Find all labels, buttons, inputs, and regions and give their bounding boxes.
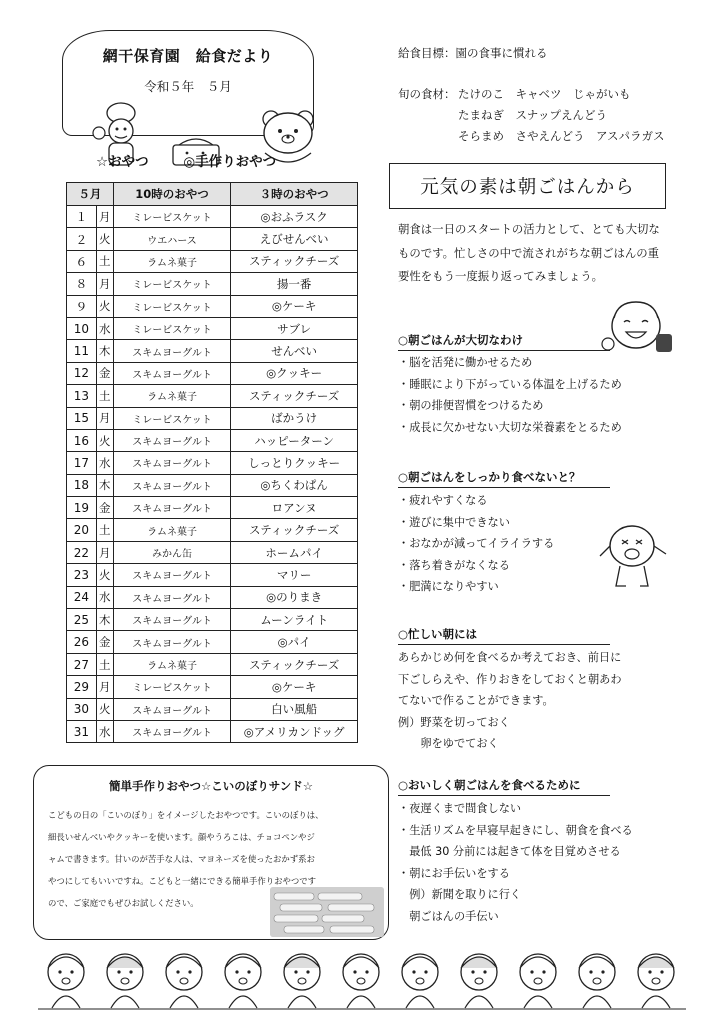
- cell-afternoon-snack: スティックチーズ: [231, 385, 358, 407]
- cell-morning-snack: スキムヨーグルト: [113, 429, 231, 451]
- section-title-skip: ○朝ごはんをしっかり食べないと？: [398, 469, 610, 488]
- cell-weekday: 土: [96, 653, 113, 675]
- cell-morning-snack: ラムネ菓子: [113, 653, 231, 675]
- text-line: 卵をゆでておく: [398, 737, 499, 750]
- list-item: ・脳を活発に働かせるため: [398, 356, 533, 369]
- cell-afternoon-snack: ◎クッキー: [231, 362, 358, 384]
- cell-day: ８: [67, 273, 97, 295]
- cell-afternoon-snack: ◎のりまき: [231, 586, 358, 608]
- list-item: ・疲れやすくなる: [398, 494, 488, 507]
- cell-afternoon-snack: えびせんべい: [231, 228, 358, 250]
- cell-afternoon-snack: ばかうけ: [231, 407, 358, 429]
- cell-day: 11: [67, 340, 97, 362]
- child-face-icon: [579, 954, 615, 1008]
- child-face-icon: [402, 954, 438, 1008]
- cell-morning-snack: ミレービスケット: [113, 273, 231, 295]
- legend-snack: ☆おやつ: [96, 154, 149, 170]
- cell-day: 18: [67, 474, 97, 496]
- list-item: ・遊びに集中できない: [398, 515, 510, 529]
- cell-morning-snack: ラムネ菓子: [113, 385, 231, 407]
- child-eating-illustration: [598, 294, 678, 360]
- cell-day: 31: [67, 720, 97, 742]
- table-row: [67, 273, 358, 295]
- table-row: [67, 586, 358, 608]
- cell-weekday: 月: [96, 206, 113, 228]
- table-row: [67, 429, 358, 451]
- table-row: [67, 474, 358, 496]
- season-line: たまねぎ スナップえんどう: [458, 108, 608, 122]
- header-month: ５月: [67, 183, 114, 206]
- text-line: 朝ごはんの手伝い: [398, 909, 499, 923]
- cell-afternoon-snack: しっとりクッキー: [231, 452, 358, 474]
- list-item: ・おなかが減ってイライラする: [398, 537, 555, 550]
- section-title-busy: ○忙しい朝には: [398, 626, 610, 645]
- cell-day: 25: [67, 609, 97, 631]
- recipe-line: ャムで書きます。甘いのが苦手な人は、マヨネーズを使ったおかず系お: [48, 854, 315, 864]
- text-line: ・朝にお手伝いをする: [398, 866, 510, 880]
- cell-morning-snack: ミレービスケット: [113, 676, 231, 698]
- cell-day: ９: [67, 295, 97, 317]
- header-afternoon-snack: ３時のおやつ: [231, 183, 358, 206]
- table-header-row: [67, 183, 358, 206]
- cell-weekday: 金: [96, 497, 113, 519]
- cell-morning-snack: スキムヨーグルト: [113, 340, 231, 362]
- recipe-box: [33, 765, 389, 940]
- recipe-line: 細長いせんべいやクッキーを使います。顔やうろこは、チョコペンやジ: [48, 832, 315, 842]
- table-row: [67, 385, 358, 407]
- cell-afternoon-snack: ◎パイ: [231, 631, 358, 653]
- table-row: [67, 653, 358, 675]
- cell-morning-snack: スキムヨーグルト: [113, 474, 231, 496]
- list-item: ・睡眠により下がっている体温を上げるため: [398, 377, 622, 391]
- table-row: [67, 519, 358, 541]
- cell-afternoon-snack: ◎ケーキ: [231, 676, 358, 698]
- recipe-line: やつにしてもいいですね。こどもと一緒にできる簡単手作りおやつです: [48, 876, 316, 886]
- cell-afternoon-snack: マリー: [231, 564, 358, 586]
- cell-afternoon-snack: ◎アメリカンドッグ: [231, 720, 358, 742]
- cell-day: 15: [67, 407, 97, 429]
- cell-weekday: 木: [96, 474, 113, 496]
- cell-day: 19: [67, 497, 97, 519]
- text-line: 例）野菜を切っておく: [398, 715, 510, 729]
- table-row: [67, 497, 358, 519]
- text-line: ・夜遅くまで間食しない: [398, 802, 522, 815]
- child-face-icon: [48, 954, 84, 1008]
- cell-afternoon-snack: スティックチーズ: [231, 653, 358, 675]
- list-item: ・肥満になりやすい: [398, 580, 499, 593]
- cell-morning-snack: ミレービスケット: [113, 407, 231, 429]
- list-item: ・朝の排便習慣をつけるため: [398, 399, 544, 412]
- cell-weekday: 土: [96, 519, 113, 541]
- cell-day: 20: [67, 519, 97, 541]
- season-line: そらまめ さやえんどう アスパラガス: [458, 129, 665, 143]
- child-face-icon: [284, 954, 320, 1008]
- cell-weekday: 火: [96, 295, 113, 317]
- cell-day: 29: [67, 676, 97, 698]
- section-title-reasons: ○朝ごはんが大切なわけ: [398, 332, 610, 351]
- text-line: てないで作ることができます。: [398, 694, 554, 707]
- cell-weekday: 木: [96, 340, 113, 362]
- cell-day: 24: [67, 586, 97, 608]
- child-face-icon: [638, 954, 674, 1008]
- table-row: [67, 317, 358, 339]
- cell-morning-snack: スキムヨーグルト: [113, 631, 231, 653]
- table-row: [67, 407, 358, 429]
- text-line: 最低 30 分前には起きて体を目覚めさせる: [398, 845, 621, 858]
- cell-afternoon-snack: ロアンヌ: [231, 497, 358, 519]
- cell-afternoon-snack: 白い風船: [231, 698, 358, 720]
- recipe-title: 簡単手作りおやつ☆こいのぼりサンド☆: [108, 779, 314, 793]
- child-face-icon: [166, 954, 202, 1008]
- cell-day: 23: [67, 564, 97, 586]
- cell-day: １: [67, 206, 97, 228]
- section-text-tips: [398, 798, 633, 927]
- child-face-icon: [520, 954, 556, 1008]
- newsletter-title-box: [62, 30, 314, 136]
- table-row: [67, 362, 358, 384]
- table-row: [67, 609, 358, 631]
- cell-morning-snack: ラムネ菓子: [113, 519, 231, 541]
- child-face-icon: [225, 954, 261, 1008]
- cell-afternoon-snack: スティックチーズ: [231, 250, 358, 272]
- cell-morning-snack: スキムヨーグルト: [113, 452, 231, 474]
- cell-weekday: 水: [96, 720, 113, 742]
- cell-morning-snack: ミレービスケット: [113, 295, 231, 317]
- cell-afternoon-snack: せんべい: [231, 340, 358, 362]
- cell-afternoon-snack: ◎ちくわぱん: [231, 474, 358, 496]
- cell-weekday: 月: [96, 541, 113, 563]
- legend-homemade: ◎手作りおやつ: [183, 154, 277, 170]
- cell-day: 22: [67, 541, 97, 563]
- cell-morning-snack: スキムヨーグルト: [113, 720, 231, 742]
- snack-schedule-table: [66, 182, 358, 743]
- cell-day: 30: [67, 698, 97, 720]
- cell-afternoon-snack: ホームパイ: [231, 541, 358, 563]
- table-row: [67, 250, 358, 272]
- section-list-reasons: [398, 352, 622, 438]
- cell-morning-snack: スキムヨーグルト: [113, 362, 231, 384]
- cell-day: ６: [67, 250, 97, 272]
- table-row: [67, 228, 358, 250]
- table-row: [67, 206, 358, 228]
- cell-day: 27: [67, 653, 97, 675]
- text-line: 例）新聞を取りに行く: [398, 888, 522, 901]
- cell-day: 17: [67, 452, 97, 474]
- cell-morning-snack: みかん缶: [113, 541, 231, 563]
- section-list-skip: [398, 490, 554, 598]
- season-line: たけのこ キャベツ じゃがいも: [458, 87, 631, 101]
- crying-child-illustration: [596, 516, 674, 592]
- cell-afternoon-snack: ◎ケーキ: [231, 295, 358, 317]
- cell-morning-snack: スキムヨーグルト: [113, 698, 231, 720]
- table-row: [67, 720, 358, 742]
- recipe-line: こどもの日の「こいのぼり」をイメージしたおやつです。こいのぼりは、: [48, 810, 324, 820]
- cell-weekday: 火: [96, 698, 113, 720]
- cell-day: 13: [67, 385, 97, 407]
- snack-legend: [96, 150, 306, 170]
- cell-morning-snack: スキムヨーグルト: [113, 564, 231, 586]
- article-intro: 朝食は一日のスタートの活力として、とても大切なものです。忙しさの中で流されがちな朝ごはんの重要性をもう一度振り返ってみましょう。: [398, 222, 660, 283]
- table-row: [67, 564, 358, 586]
- section-title-tips: ○おいしく朝ごはんを食べるために: [398, 777, 610, 796]
- cell-afternoon-snack: ハッピーターン: [231, 429, 358, 451]
- cell-afternoon-snack: サブレ: [231, 317, 358, 339]
- season-label: 旬の食材：: [398, 87, 456, 101]
- article-headline: 元気の素は朝ごはんから: [389, 163, 666, 209]
- newsletter-title: 網干保育園 給食だより: [102, 47, 274, 65]
- cell-weekday: 火: [96, 564, 113, 586]
- list-item: ・成長に欠かせない大切な栄養素をとるため: [398, 420, 622, 434]
- cell-afternoon-snack: 揚一番: [231, 273, 358, 295]
- children-eating-border-illustration: [38, 948, 686, 1010]
- child-face-icon: [461, 954, 497, 1008]
- cell-afternoon-snack: ムーンライト: [231, 609, 358, 631]
- section-text-busy: [398, 647, 622, 755]
- cell-morning-snack: ミレービスケット: [113, 317, 231, 339]
- child-face-icon: [107, 954, 143, 1008]
- text-line: ・生活リズムを早寝早起きにし、朝食を食べる: [398, 823, 633, 837]
- cell-weekday: 木: [96, 609, 113, 631]
- cell-afternoon-snack: スティックチーズ: [231, 519, 358, 541]
- child-face-icon: [343, 954, 379, 1008]
- header-morning-snack: 10時のおやつ: [113, 183, 231, 206]
- cell-weekday: 水: [96, 586, 113, 608]
- cell-day: 10: [67, 317, 97, 339]
- table-row: [67, 340, 358, 362]
- recipe-line: ので、ご家庭でもぜひお試しください。: [48, 898, 199, 908]
- cell-weekday: 月: [96, 676, 113, 698]
- cell-morning-snack: スキムヨーグルト: [113, 497, 231, 519]
- snack-table-body: [67, 206, 358, 743]
- cell-morning-snack: ミレービスケット: [113, 206, 231, 228]
- table-row: [67, 631, 358, 653]
- cell-morning-snack: スキムヨーグルト: [113, 609, 231, 631]
- cell-weekday: 土: [96, 385, 113, 407]
- cell-day: 12: [67, 362, 97, 384]
- list-item: ・落ち着きがなくなる: [398, 558, 510, 572]
- cell-morning-snack: ラムネ菓子: [113, 250, 231, 272]
- table-row: [67, 698, 358, 720]
- cell-day: ２: [67, 228, 97, 250]
- cell-morning-snack: ウエハース: [113, 228, 231, 250]
- seasonal-ingredients: [398, 84, 665, 147]
- text-line: 下ごしらえや、作りおきをしておくと朝あわ: [398, 672, 622, 686]
- table-row: [67, 541, 358, 563]
- cell-weekday: 金: [96, 362, 113, 384]
- cell-weekday: 月: [96, 407, 113, 429]
- cell-weekday: 土: [96, 250, 113, 272]
- cell-weekday: 月: [96, 273, 113, 295]
- meal-goal: 給食目標：園の食事に慣れる: [398, 46, 548, 60]
- newsletter-date: 令和５年 ５月: [144, 79, 232, 94]
- cell-weekday: 火: [96, 429, 113, 451]
- cell-day: 26: [67, 631, 97, 653]
- cell-weekday: 水: [96, 452, 113, 474]
- cell-weekday: 火: [96, 228, 113, 250]
- cell-weekday: 水: [96, 317, 113, 339]
- cell-morning-snack: スキムヨーグルト: [113, 586, 231, 608]
- koinobori-sandwich-photo: [270, 887, 384, 937]
- table-row: [67, 295, 358, 317]
- table-row: [67, 676, 358, 698]
- cell-day: 16: [67, 429, 97, 451]
- text-line: あらかじめ何を食べるか考えておき、前日に: [398, 651, 622, 664]
- table-row: [67, 452, 358, 474]
- cell-weekday: 金: [96, 631, 113, 653]
- cell-afternoon-snack: ◎おふラスク: [231, 206, 358, 228]
